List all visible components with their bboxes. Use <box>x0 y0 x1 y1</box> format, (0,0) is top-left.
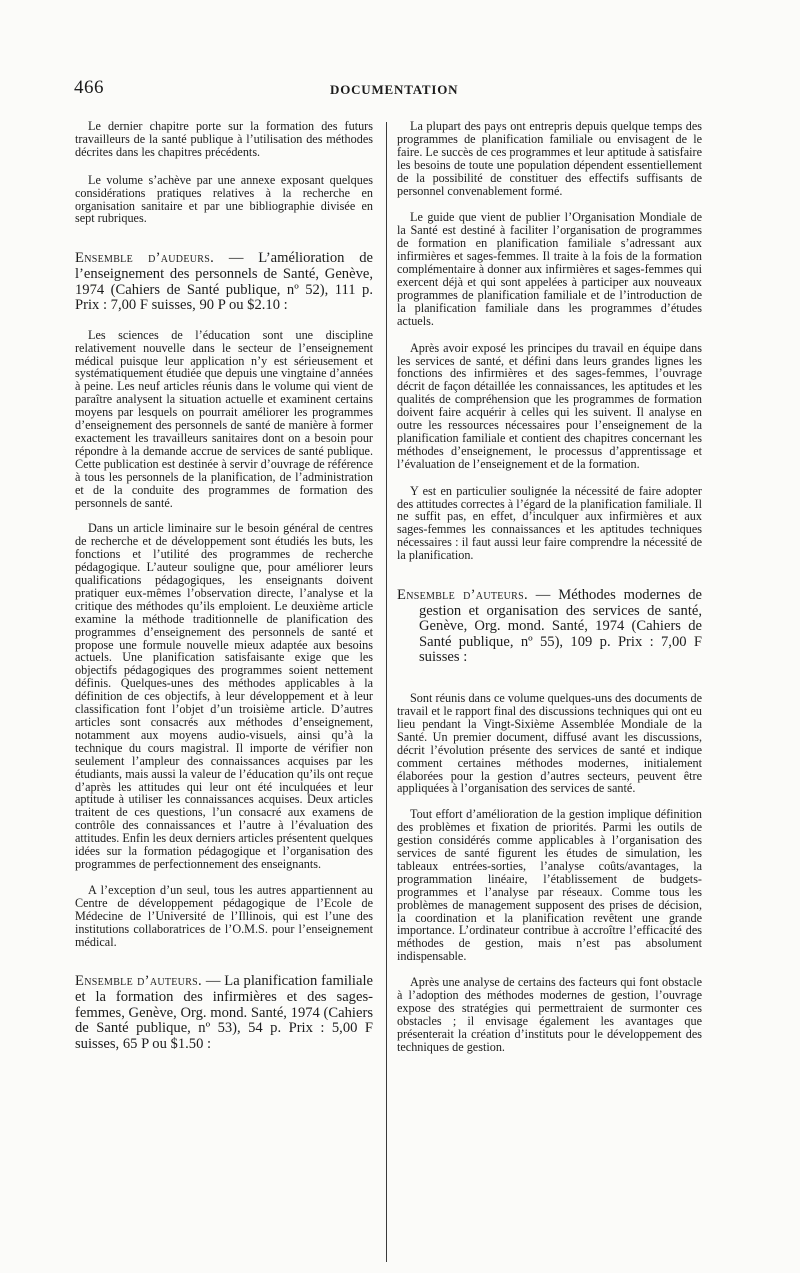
right-paragraph-5: Sont réunis dans ce volume quelques-uns des documents de travail et le rapport final des discussions techniques qui ont eu lieu pendant la Vingt-Sixième Assemblée Mondiale de la Santé. Un premier document, diffusé avant les discussions, décrit l’évolution présente des services de santé et indique comment certaines méthodes modernes, initialement élaborées pour la gestion d’autres secteurs, peuvent être appliquées à l’organisation des services de santé. <box>397 691 702 796</box>
entry-author: Ensemble d’audeurs. <box>75 250 215 267</box>
entry-citation: — Méthodes modernes de gestion et organisation des services de santé, Genève, Org. mond. Santé, 1974 (Cahiers de Santé publique, nº 55), 109 p. Prix : 7,00 F suisses : <box>419 587 702 666</box>
right-paragraph-2: Le guide que vient de publier l’Organisation Mondiale de la Santé est destiné à faciliter l’organisation de programmes de formation en planification familiale s’adressant aux infirmières et sages-femmes. Il traite à la fois de la formation complémentaire à donner aux infirmières et sages-femmes qui exercent déjà et qui sont appelées à participer aux nouveaux programmes de planification familiale et de l’introduction de la planification familiale dans les programmes d’études actuels. <box>397 210 702 328</box>
left-column <box>75 120 373 1052</box>
right-column <box>397 120 702 1054</box>
right-paragraph-1: La plupart des pays ont entrepris depuis quelque temps des programmes de planification familiale ou envisagent de le faire. Le succès de ces programmes et leur aptitude à satisfaire les besoins de toute une population dépendent essentiellement de la possibilité de constituer des effectifs suffisants de personnel convenablement formé. <box>397 119 702 198</box>
entry-citation: — La planification familiale et la formation des infirmières et des sages-femmes, Genève, Org. mond. Santé, 1974 (Cahiers de Santé publique, nº 53), 54 p. Prix : 5,00 F suisses, 65 P ou $1.50 : <box>75 973 373 1052</box>
right-paragraph-3: Après avoir exposé les principes du travail en équipe dans les services de santé, et défini dans leurs grandes lignes les fonctions des infirmières et des sages-femmes, l’ouvrage décrit de façon détaillée les connaissances, les aptitudes et les qualités de compréhension que les programmes de formation doivent faire acquérir à celles qui les suivent. Il analyse en outre les ressources nécessaires pour l’enseignement de la planification familiale et contient des chapitres concernant les méthodes d’enseignement, le processus d’apprentissage et l’évaluation de l’enseignement et de la formation. <box>397 340 702 471</box>
left-paragraph-5: A l’exception d’un seul, tous les autres appartiennent au Centre de développement pédagogique de l’Ecole de Médecine de l’Université de l’Illinois, qui est l’une des institutions collaboratrices de l’O.M.S. pour l’enseignement médical. <box>75 882 373 949</box>
bibliographic-entry-2 <box>75 974 373 1052</box>
right-paragraph-6: Tout effort d’amélioration de la gestion implique définition des problèmes et fixation de priorités. Parmi les outils de gestion considérés comme applicables à l’organisation des services de santé figurent les études de simulation, les tableaux entrées-sorties, l’analyse coûts/avantages, la programmation linéaire, l’établissement de budgets-programmes et l’analyse par réseaux. Comme tous les problèmes de management supposent des prises de décision, la coordination et la planification revêtent une grande importance. L’ordinateur contribue à accroître l’efficacité des méthodes de gestion, mais n’est pas absolument indispensable. <box>397 807 702 964</box>
entry-author: Ensemble d’auteurs. <box>397 587 528 604</box>
bibliographic-entry-1 <box>75 251 373 313</box>
left-paragraph-3: Les sciences de l’éducation sont une discipline relativement nouvelle dans le secteur de l’enseignement médical puisque leur application n’y est sérieusement et systématiquement étudiée que depuis une vingtaine d’années à peine. Les neuf articles réunis dans le volume qui vient de paraître analysent la situation actuelle et examinent certains moyens par lesquels on pourrait améliorer les programmes d’enseignement des personnels de santé de manière à former exactement les travailleurs sanitaires dont on a besoin pour répondre à la demande accrue de services de santé publique. Cette publication est destinée à servir d’ouvrage de référence à tous les personnels de la planification, de l’administration et de la conduite des programmes de formation des personnels de santé. <box>75 327 373 510</box>
entry-citation: — L’amélioration de l’enseignement des personnels de Santé, Genève, 1974 (Cahiers de Santé publique, nº 52), 111 p. Prix : 7,00 F suisses, 90 P ou $2.10 : <box>75 250 374 314</box>
bibliographic-entry-3 <box>397 588 702 666</box>
left-paragraph-4: Dans un article liminaire sur le besoin général de centres de recherche et de développement sont étudiés les buts, les fonctions et l’utilité des programmes de recherche pédagogique. L’auteur souligne que, pour améliorer leurs qualifications pédagogiques, les enseignants doivent pratiquer eux-mêmes l’observation directe, l’analyse et la critique des méthodes qu’ils emploient. Le deuxième article examine la méthode traditionnelle de planification des programmes d’enseignement des personnels de santé et propose une formule nouvelle mieux adaptée aux besoins actuels. Une planification satisfaisante exige que les objectifs pédagogiques des programmes soient nettement définis. Quelques-unes des méthodes applicables à la définition de ces objectifs, à leur développement et à leur classification font l’objet d’un troisième article. D’autres articles sont consacrés aux méthodes d’enseignement, notamment aux moyens audio-visuels, ainsi qu’à la technique du cours magistral. Il importe de vérifier non seulement l’ampleur des connaissances acquises par les étudiants, mais aussi la valeur de l’éducation qu’ils ont reçue d’après les attitudes qui leur ont été inculquées et leur aptitude à utiliser les connaissances acquises. Deux articles traitent de ces questions, l’un consacré aux examens de contrôle des connaissances et l’autre à l’évaluation des attitudes. Enfin les deux derniers articles présentent quelques idées sur la formation pédagogique et l’organisation des programmes de perfectionnement des enseignants. <box>75 521 373 871</box>
left-paragraph-1: Le dernier chapitre porte sur la formation des futurs travailleurs de la santé publique à l’utilisation des méthodes décrites dans les chapitres précédents. <box>75 119 373 159</box>
running-title: DOCUMENTATION <box>330 82 459 97</box>
page-number: 466 <box>74 77 104 98</box>
left-paragraph-2: Le volume s’achève par une annexe exposant quelques considérations pratiques relatives à la recherche en organisation sanitaire et par une bibliographie divisée en sept rubriques. <box>75 172 373 226</box>
column-divider <box>386 122 387 1262</box>
right-paragraph-4: Y est en particulier soulignée la nécessité de faire adopter des attitudes correctes à l’égard de la planification familiale. Il ne suffit pas, en effet, d’inculquer aux infirmières et aux sages-femmes les connaissances et les aptitudes techniques nécessaires : il faut aussi leur faire comprendre la nécessité de la planification. <box>397 483 702 563</box>
entry-author: Ensemble d’auteurs. <box>75 973 202 990</box>
right-paragraph-7: Après une analyse de certains des facteurs qui font obstacle à l’adoption des méthodes modernes de gestion, l’ouvrage expose des stratégies qui permettraient de surmonter ces obstacles ; il envisage également les avantages que présenterait la création d’instituts pour le développement des techniques de gestion. <box>397 975 702 1054</box>
